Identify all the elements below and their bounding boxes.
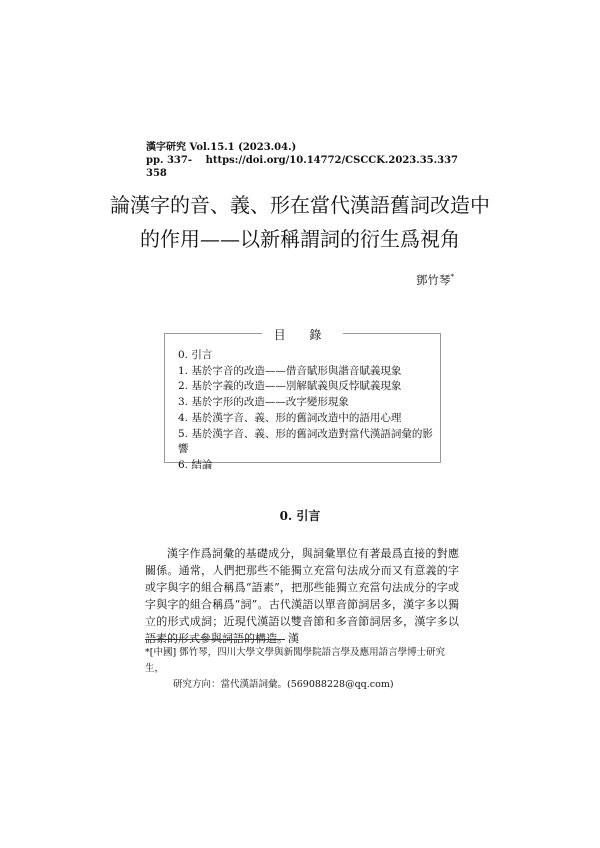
toc-item[interactable]: 3. 基於字形的改造——改字變形現象: [178, 396, 349, 409]
section-heading: 0. 引言: [279, 509, 321, 523]
toc-item[interactable]: 2. 基於字義的改造——別解賦義與反悖賦義現象: [178, 380, 402, 393]
page-range: pp. 337-358: [146, 155, 192, 179]
table-of-contents: [164, 328, 441, 471]
toc-item[interactable]: 4. 基於漢字音、義、形的舊詞改造中的語用心理: [178, 411, 402, 424]
title-line-1: 論漢字的音、義、形在當代漢語舊詞改造中: [110, 193, 490, 217]
toc-item[interactable]: 5. 基於漢字音、義、形的舊詞改造對當代漢語詞彙的影響: [178, 427, 433, 456]
toc-item[interactable]: 6. 結論: [178, 458, 213, 471]
toc-heading: 目 錄: [262, 326, 344, 343]
footnote-line-1: *[中國] 鄧竹琴，四川大學文學與新聞學院語言學及應用語言學博士研究生，: [145, 647, 446, 674]
toc-item[interactable]: 0. 引言: [178, 349, 213, 361]
toc-item[interactable]: 1. 基於字音的改造——借音賦形與諧音賦義現象: [178, 364, 402, 377]
running-header: [146, 141, 458, 180]
toc-list: [165, 334, 440, 474]
footnote-line-2: 研究方向：當代漢語詞彙。(569088228@qq.com): [173, 679, 394, 690]
body-paragraph: 漢字作爲詞彙的基礎成分，與詞彙單位有著最爲直接的對應關係。通常，人們把那些不能獨立充當句法成分而又有意義的字或字與字的組合稱爲“語素”，把那些能獨立充當句法成分的字或字與字的組合稱爲“詞”。古代漢語以單音節詞居多，漢字多以獨立的形式成詞；近現代漢語以雙音節和多音節詞居多，漢字多以語素的形式參與詞語的構造。漢: [145, 547, 459, 645]
author: [416, 272, 454, 288]
paper-title: [0, 188, 600, 256]
body-text: [145, 545, 459, 647]
author-name: 鄧竹琴: [416, 273, 451, 287]
doi-link[interactable]: https://doi.org/10.14772/CSCCK.2023.35.337: [205, 155, 458, 166]
author-footnote-mark[interactable]: *: [450, 273, 454, 282]
footnote-divider: [145, 639, 285, 640]
journal-info: 漢字研究 Vol.15.1 (2023.04.): [146, 142, 297, 153]
title-line-2: 的作用——以新稱謂詞的衍生爲視角: [140, 227, 460, 251]
footnote: [145, 645, 459, 693]
